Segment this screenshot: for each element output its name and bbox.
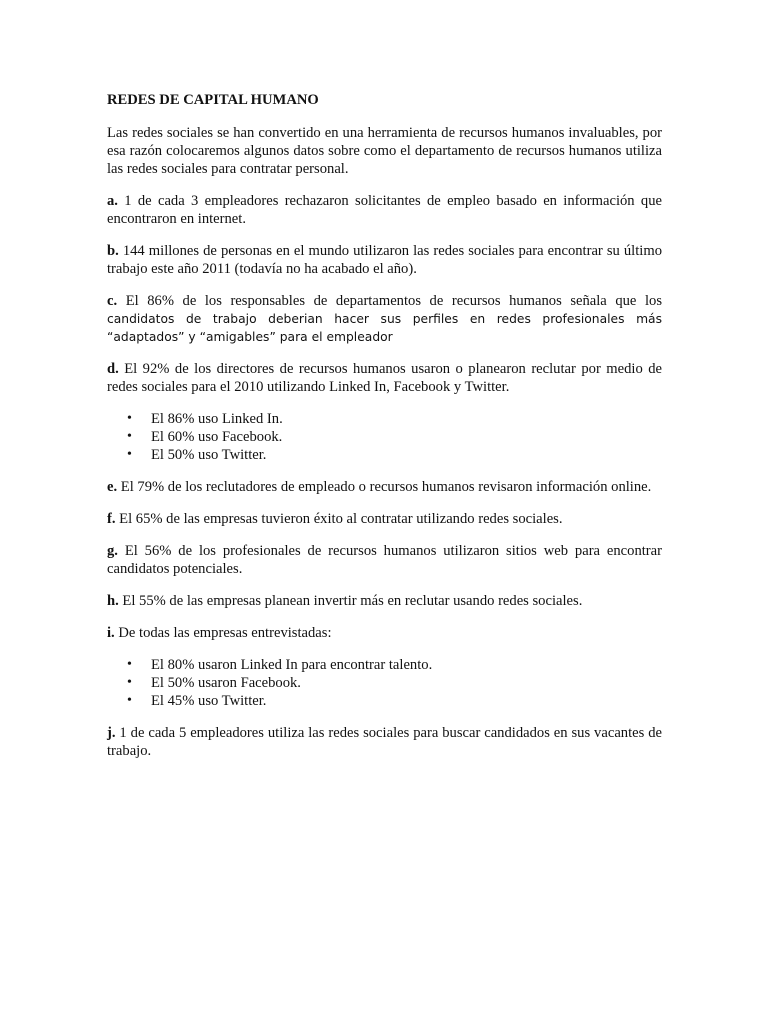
bullet-icon: • (127, 675, 132, 690)
item-j-text: 1 de cada 5 empleadores utiliza las redes sociales para buscar candidados en sus vacantes de trabajo. (107, 725, 662, 759)
item-j (107, 724, 662, 760)
item-c-letter: c. (107, 293, 118, 309)
item-d-text: El 92% de los directores de recursos humanos usaron o planearon reclutar por medio de redes sociales para el 2010 utilizando Linked In, Facebook y Twitter. (107, 361, 662, 395)
item-d-letter: d. (107, 361, 119, 377)
bullet-icon: • (127, 411, 132, 426)
item-e-text: El 79% de los reclutadores de empleado o recursos humanos revisaron información online. (117, 479, 652, 495)
item-j-letter: j. (107, 725, 116, 741)
bullet-icon: • (127, 693, 132, 708)
list-item-text: El 50% uso Twitter. (151, 447, 267, 463)
bullet-list-d (107, 410, 662, 464)
bullet-icon: • (127, 429, 132, 444)
item-c-text: El 86% de los responsables de departamentos de recursos humanos señala que los (117, 293, 662, 309)
intro-paragraph: Las redes sociales se han convertido en una herramienta de recursos humanos invaluables, por esa razón colocaremos algunos datos sobre como el departamento de recursos humanos utiliza las redes sociales para contratar personal. (107, 125, 662, 177)
item-e-letter: e. (107, 479, 118, 495)
item-f-letter: f. (107, 511, 116, 527)
list-item (107, 692, 662, 710)
list-item-text: El 45% uso Twitter. (151, 693, 267, 709)
list-item (107, 428, 662, 446)
item-g-letter: g. (107, 543, 118, 559)
list-item (107, 446, 662, 464)
bullet-icon: • (127, 447, 132, 462)
list-item-text: El 50% usaron Facebook. (151, 675, 301, 691)
item-c (107, 292, 662, 346)
item-a (107, 192, 662, 228)
item-f-text: El 65% de las empresas tuvieron éxito al contratar utilizando redes sociales. (115, 511, 563, 527)
item-h (107, 592, 662, 610)
item-g (107, 542, 662, 578)
item-b (107, 242, 662, 278)
item-f (107, 510, 662, 528)
item-i (107, 624, 662, 642)
item-a-text: 1 de cada 3 empleadores rechazaron solicitantes de empleo basado en información que encontraron en internet. (107, 193, 662, 227)
bullet-icon: • (127, 657, 132, 672)
item-h-text: El 55% de las empresas planean invertir más en reclutar usando redes sociales. (118, 593, 583, 609)
item-e (107, 478, 662, 496)
item-d (107, 360, 662, 396)
item-b-text: 144 millones de personas en el mundo utilizaron las redes sociales para encontrar su último trabajo este año 2011 (todavía no ha acabado el año). (107, 243, 662, 277)
list-item-text: El 80% usaron Linked In para encontrar talento. (151, 657, 433, 673)
list-item (107, 410, 662, 428)
item-a-letter: a. (107, 193, 118, 209)
document-title: REDES DE CAPITAL HUMANO (107, 92, 319, 108)
list-item (107, 674, 662, 692)
list-item-text: El 86% uso Linked In. (151, 411, 283, 427)
item-h-letter: h. (107, 593, 119, 609)
bullet-list-i (107, 656, 662, 710)
document-body (107, 91, 662, 774)
item-c-text2: candidatos de trabajo deberian hacer sus perfiles en redes profesionales más “adaptados” y “amigables” para el empleador (107, 312, 662, 344)
list-item-text: El 60% uso Facebook. (151, 429, 283, 445)
list-item (107, 656, 662, 674)
item-g-text: El 56% de los profesionales de recursos humanos utilizaron sitios web para encontrar candidatos potenciales. (107, 543, 662, 577)
item-c-line1 (107, 292, 662, 310)
item-i-letter: i. (107, 625, 115, 641)
item-i-text: De todas las empresas entrevistadas: (114, 625, 332, 641)
item-b-letter: b. (107, 243, 119, 259)
